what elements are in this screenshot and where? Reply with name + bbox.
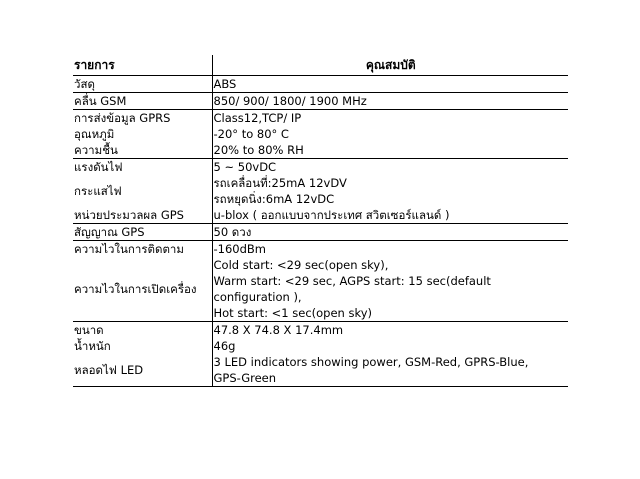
row-key: วัสดุ <box>73 76 212 93</box>
row-key: หน่วยประมวลผล GPS <box>73 207 212 224</box>
table-row <box>73 126 568 142</box>
row-value: 850/ 900/ 1800/ 1900 MHz <box>212 93 568 110</box>
row-key: อุณหภูมิ <box>73 126 212 142</box>
row-key: ขนาด <box>73 322 212 339</box>
table-row <box>73 338 568 354</box>
table-row <box>73 224 568 241</box>
spec-table <box>73 55 568 387</box>
table-row <box>73 93 568 110</box>
row-key: ความไวในการติดตาม <box>73 241 212 258</box>
row-value: 5 ~ 50vDC <box>213 160 277 174</box>
table-row <box>73 159 568 176</box>
table-row <box>73 322 568 339</box>
row-value: -160dBm <box>213 242 266 256</box>
row-key: ความไวในการเปิดเครื่อง <box>73 257 212 322</box>
row-key: สัญญาณ GPS <box>73 224 212 241</box>
table-row <box>73 207 568 224</box>
table-row <box>73 175 568 207</box>
table-row <box>73 241 568 258</box>
row-value: 3 LED indicators showing power, GSM-Red, GPRS-Blue, GPS-Green <box>212 354 568 387</box>
row-value: 20% to 80% RH <box>212 142 568 159</box>
table-row <box>73 76 568 93</box>
header-row <box>73 55 568 76</box>
row-value: -20° to 80° C <box>213 127 289 141</box>
row-value: รถเคลื่อนที่:25mA 12vDV รถหยุดนิ่ง:6mA 12vDC <box>213 176 347 206</box>
row-key: กระแสไฟ <box>73 175 212 207</box>
table-row <box>73 142 568 159</box>
header-property: คุณสมบัติ <box>212 55 568 76</box>
row-key: น้ำหนัก <box>73 338 212 354</box>
row-value: Cold start: <29 sec(open sky), Warm start: <29 sec, AGPS start: 15 sec(default configuration ), Hot start: <1 sec(open sky) <box>212 257 568 322</box>
row-value: 47.8 X 74.8 X 17.4mm <box>213 323 344 337</box>
row-value: ABS <box>212 76 568 93</box>
row-key: คลื่น GSM <box>73 93 212 110</box>
row-value: u-blox ( ออกแบบจากประเทศ สวิตเซอร์แลนด์ ) <box>213 208 450 222</box>
row-key: ความชื้น <box>73 142 212 159</box>
row-key: การส่งข้อมูล GPRS <box>73 110 212 127</box>
header-item: รายการ <box>73 55 212 76</box>
table-row <box>73 354 568 387</box>
table-row <box>73 110 568 127</box>
row-value: 50 ดวง <box>212 224 568 241</box>
table-row <box>73 257 568 322</box>
row-value: Class12,TCP/ IP <box>213 111 302 125</box>
row-key: หลอดไฟ LED <box>73 354 212 387</box>
row-value: 46g <box>213 339 236 353</box>
row-key: แรงดันไฟ <box>73 159 212 176</box>
